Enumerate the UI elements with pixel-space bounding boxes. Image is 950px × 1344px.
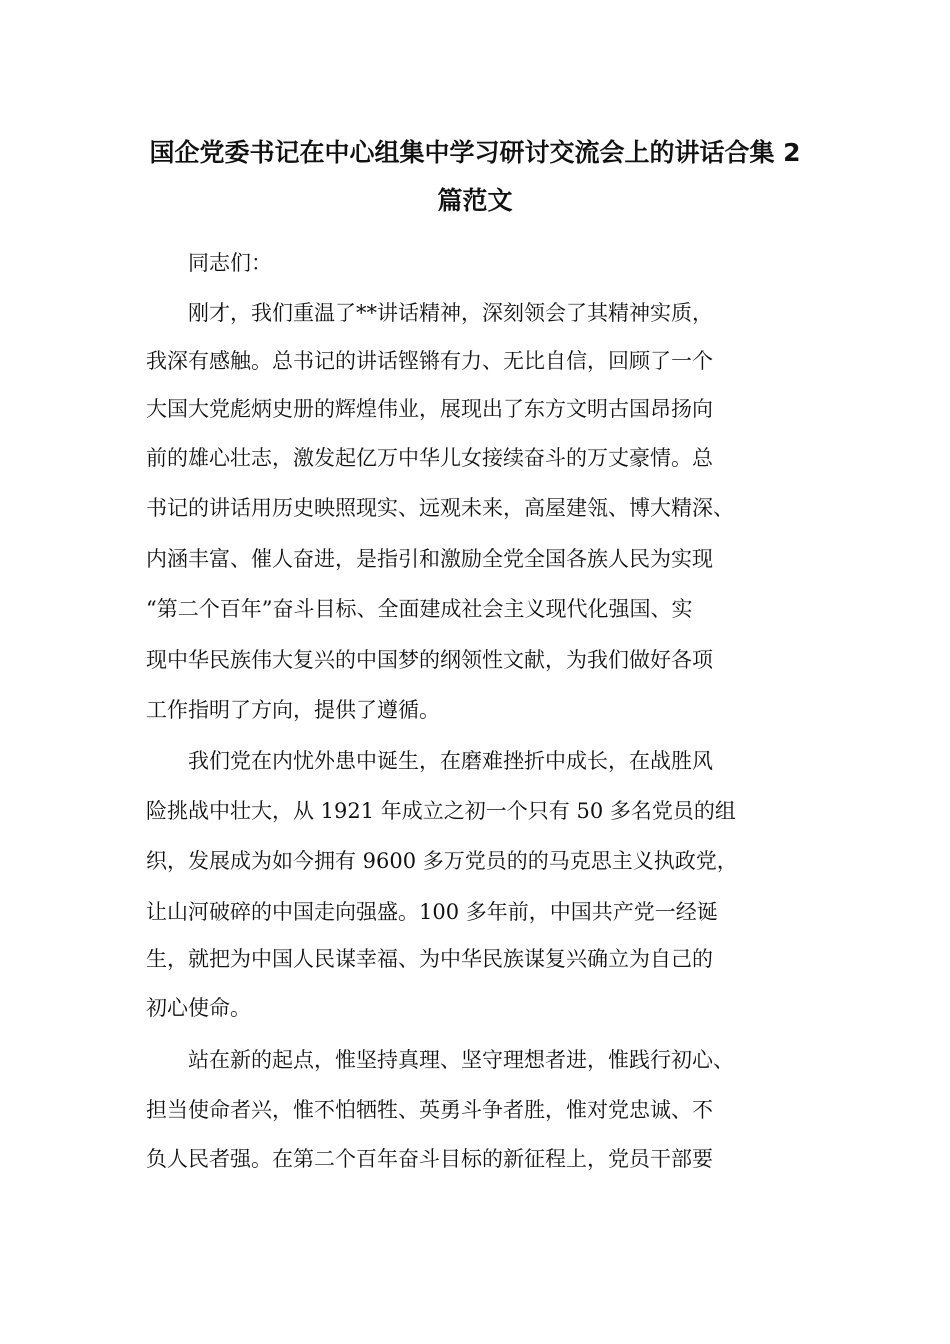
paragraph-line: 大国大党彪炳史册的辉煌伟业，展现出了东方文明古国昂扬向: [146, 397, 713, 421]
paragraph-line: 我深有感触。总书记的讲话铿锵有力、无比自信，回顾了一个: [146, 349, 713, 373]
paragraph-line: 站在新的起点，惟坚持真理、坚守理想者进，惟践行初心、: [188, 1048, 734, 1072]
paragraph-line: 负人民者强。在第二个百年奋斗目标的新征程上，党员干部要: [146, 1147, 713, 1171]
paragraph-line: “第二个百年”奋斗目标、全面建成社会主义现代化强国、实: [146, 597, 693, 621]
document-title-line-1: 国企党委书记在中心组集中学习研讨交流会上的讲话合集 2: [149, 138, 801, 167]
greeting: 同志们：: [188, 251, 272, 275]
paragraph-line: 刚才，我们重温了**讲话精神，深刻领会了其精神实质，: [188, 301, 713, 325]
document-title-line-2: 篇范文: [437, 186, 513, 215]
paragraph-line: 生，就把为中国人民谋幸福、为中华民族谋复兴确立为自己的: [146, 947, 713, 971]
paragraph-line: 工作指明了方向，提供了遵循。: [146, 698, 440, 722]
paragraph-line: 险挑战中壮大，从 1921 年成立之初一个只有 50 多名党员的组: [146, 799, 736, 823]
paragraph-line: 担当使命者兴，惟不怕牺牲、英勇斗争者胜，惟对党忠诚、不: [146, 1098, 713, 1122]
paragraph-line: 织，发展成为如今拥有 9600 多万党员的的马克思主义执政党，: [146, 849, 738, 873]
paragraph-line: 我们党在内忧外患中诞生，在磨难挫折中成长，在战胜风: [188, 749, 713, 773]
paragraph-line: 现中华民族伟大复兴的中国梦的纲领性文献，为我们做好各项: [146, 648, 713, 672]
paragraph-line: 前的雄心壮志，激发起亿万中华儿女接续奋斗的万丈豪情。总: [146, 446, 713, 470]
paragraph-line: 内涵丰富、催人奋进，是指引和激励全党全国各族人民为实现: [146, 547, 713, 571]
paragraph-line: 让山河破碎的中国走向强盛。100 多年前，中国共产党一经诞: [146, 900, 718, 924]
paragraph-line: 初心使命。: [146, 996, 251, 1020]
paragraph-line: 书记的讲话用历史映照现实、远观未来，高屋建瓴、博大精深、: [146, 496, 734, 520]
